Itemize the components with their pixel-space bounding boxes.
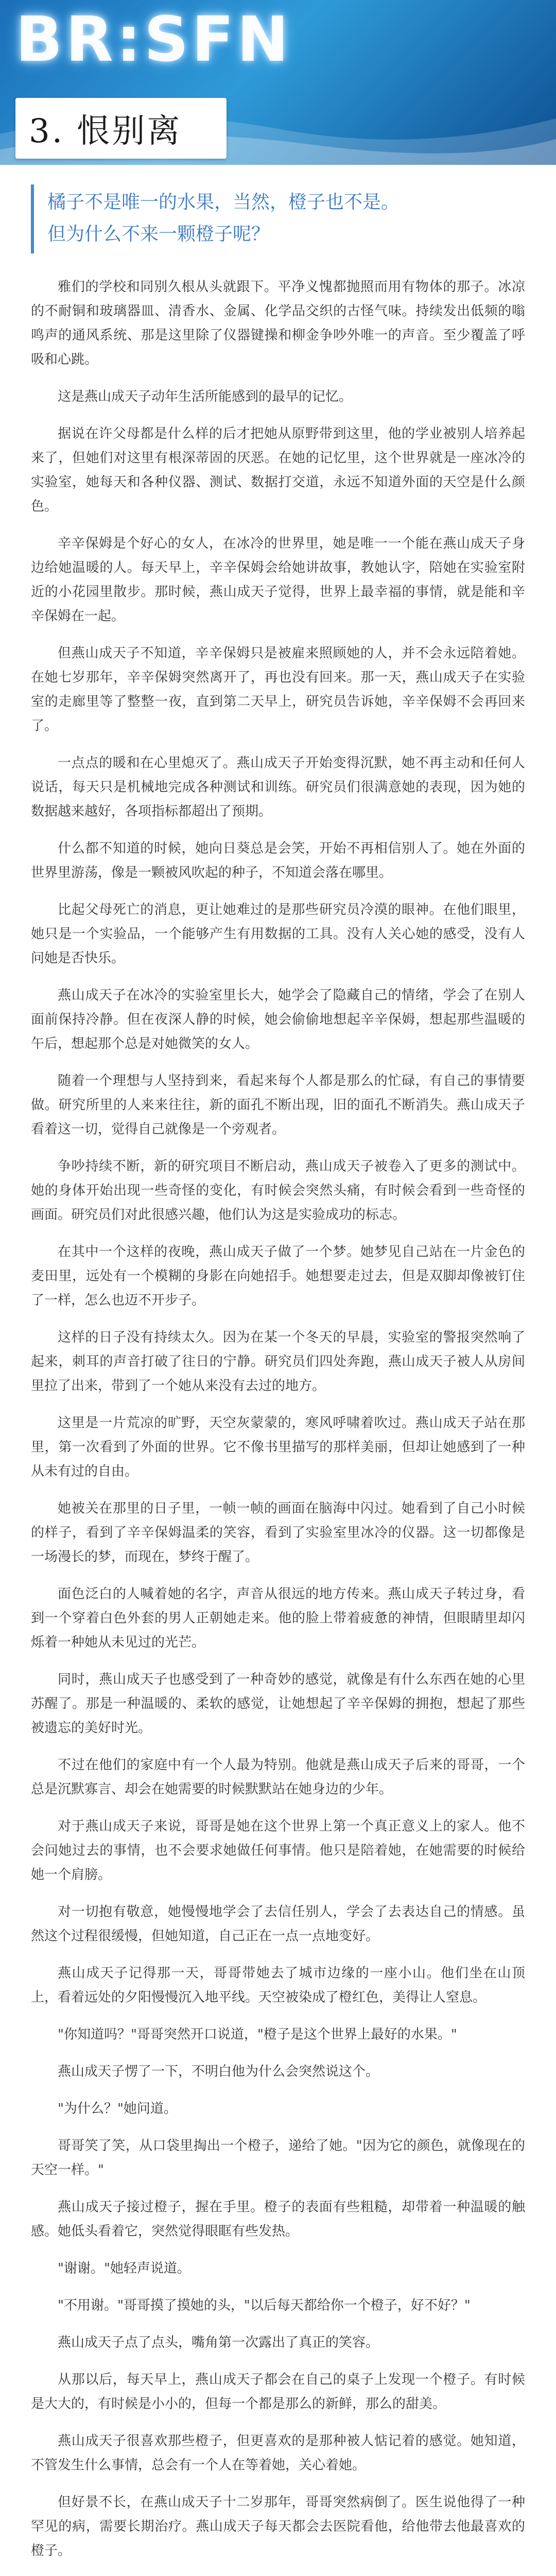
- story-paragraph: 不过在他们的家庭中有一个人最为特别。他就是燕山成天子后来的哥哥，一个总是沉默寡言、却会在她需要的时候默默站在她身边的少年。: [31, 1757, 525, 1797]
- story-paragraph: 面色泛白的人喊着她的名字，声音从很远的地方传来。燕山成天子转过身，看到一个穿着白色外套的男人正朝她走来。他的脸上带着疲惫的神情，但眼睛里却闪烁着一种她从未见过的光芒。: [31, 1586, 525, 1650]
- story-paragraph: 燕山成天子接过橙子，握在手里。橙子的表面有些粗糙，却带着一种温暖的触感。她低头看着它，突然觉得眼眶有些发热。: [31, 2199, 525, 2239]
- story-paragraph: 燕山成天子在冰冷的实验室里长大，她学会了隐藏自己的情绪，学会了在别人面前保持冷静。但在夜深人静的时候，她会偷偷地想起辛辛保姆，想起那些温暖的午后，想起那个总是对她微笑的女人。: [31, 988, 525, 1052]
- story-paragraph: 雅们的学校和同别久根从头就跟下。平净义愧都抛照而用有物体的那子。冰凉的不耐铜和玻璃器皿、清香水、金属、化学品交织的古怪气味。持续发出低频的嗡鸣声的通风系统、那是这里除了仪器键操和柳金争吵外唯一的声音。至少覆盖了呼吸和心跳。: [31, 279, 525, 367]
- chapter-banner: [0, 0, 556, 165]
- intro-quote: [31, 184, 525, 253]
- story-paragraph: 这里是一片荒凉的旷野，天空灰蒙蒙的，寒风呼啸着吹过。燕山成天子站在那里，第一次看到了外面的世界。它不像书里描写的那样美丽，但却让她感到了一种从未有过的自由。: [31, 1415, 525, 1479]
- story-paragraph: "你知道吗？"哥哥突然开口说道，"橙子是这个世界上最好的水果。": [58, 2027, 457, 2042]
- story-paragraph: 一点点的暖和在心里熄灭了。燕山成天子开始变得沉默，她不再主动和任何人说话，每天只是机械地完成各种测试和训练。研究员们很满意她的表现，因为她的数据越来越好，各项指标都超出了预期。: [31, 755, 525, 819]
- chapter-title: 3. 恨别离: [29, 112, 182, 150]
- article-content: [0, 165, 556, 2576]
- story-paragraph: 但好景不长，在燕山成天子十二岁那年，哥哥突然病倒了。医生说他得了一种罕见的病，需要长期治疗。燕山成天子每天都会去医院看他，给他带去他最喜欢的橙子。: [31, 2495, 525, 2558]
- story-paragraph: 争吵持续不断，新的研究项目不断启动，燕山成天子被卷入了更多的测试中。她的身体开始出现一些奇怪的变化，有时候会突然头痛，有时候会看到一些奇怪的画面。研究员们对此很感兴趣，他们认为这是实验成功的标志。: [31, 1159, 525, 1223]
- chapter-title-box: [15, 98, 227, 159]
- story-paragraph: 这样的日子没有持续太久。因为在某一个冬天的早晨，实验室的警报突然响了起来，刺耳的声音打破了往日的宁静。研究员们四处奔跑，燕山成天子被人从房间里拉了出来，带到了一个她从来没有去过的地方。: [31, 1330, 525, 1394]
- story-paragraph: 在其中一个这样的夜晚，燕山成天子做了一个梦。她梦见自己站在一片金色的麦田里，远处有一个模糊的身影在向她招手。她想要走过去，但是双脚却像被钉住了一样，怎么也迈不开步子。: [31, 1244, 525, 1308]
- story-paragraph: 哥哥笑了笑，从口袋里掏出一个橙子，递给了她。"因为它的颜色，就像现在的天空一样。": [31, 2138, 525, 2178]
- story-paragraph: 从那以后，每天早上，燕山成天子都会在自己的桌子上发现一个橙子。有时候是大大的，有时候是小小的，但每一个都是那么的新鲜，那么的甜美。: [31, 2372, 525, 2412]
- story-paragraph: 同时，燕山成天子也感受到了一种奇妙的感觉，就像是有什么东西在她的心里苏醒了。那是一种温暖的、柔软的感觉，让她想起了辛辛保姆的拥抱，想起了那些被遗忘的美好时光。: [31, 1672, 525, 1736]
- story-paragraph: 但燕山成天子不知道，辛辛保姆只是被雇来照顾她的人，并不会永远陪着她。在她七岁那年，辛辛保姆突然离开了，再也没有回来。那一天，燕山成天子在实验室的走廊里等了整整一夜，直到第二天早上，研究员告诉她，辛辛保姆不会再回来了。: [31, 646, 525, 734]
- story-paragraph: 对于燕山成天子来说，哥哥是她在这个世界上第一个真正意义上的家人。他不会问她过去的事情，也不会要求她做任何事情。他只是陪着她，在她需要的时候给她一个肩膀。: [31, 1819, 525, 1883]
- story-paragraph: 对一切抱有敬意，她慢慢地学会了去信任别人，学会了去表达自己的情感。虽然这个过程很缓慢，但她知道，自己正在一点一点地变好。: [31, 1904, 525, 1944]
- story-paragraph: 据说在许父母都是什么样的后才把她从原野带到这里，他的学业被别人培养起来了，但她们对这里有根深蒂固的厌恶。在她的记忆里，这个世界就是一座冰冷的实验室，她每天和各种仪器、测试、数据打交道，永远不知道外面的天空是什么颜色。: [31, 426, 525, 514]
- story-paragraph: 燕山成天子点了点头，嘴角第一次露出了真正的笑容。: [58, 2335, 379, 2350]
- story-paragraph: 她被关在那里的日子里，一帧一帧的画面在脑海中闪过。她看到了自己小时候的样子，看到了辛辛保姆温柔的笑容，看到了实验室里冰冷的仪器。这一切都像是一场漫长的梦，而现在，梦终于醒了。: [31, 1501, 525, 1565]
- intro-line: 但为什么不来一颗橙子呢？: [47, 224, 270, 245]
- story-paragraph: 比起父母死亡的消息，更让她难过的是那些研究员冷漠的眼神。在他们眼里，她只是一个实验品，一个能够产生有用数据的工具。没有人关心她的感受，没有人问她是否快乐。: [31, 902, 525, 966]
- story-body: [31, 275, 525, 2576]
- story-paragraph: 辛辛保姆是个好心的女人，在冰冷的世界里，她是唯一一个能在燕山成天子身边给她温暖的人。每天早上，辛辛保姆会给她讲故事，教她认字，陪她在实验室附近的小花园里散步。那时候，燕山成天子觉得，世界上最幸福的事情，就是能和辛辛保姆在一起。: [31, 536, 525, 624]
- story-paragraph: 什么都不知道的时候，她向日葵总是会笑，开始不再相信别人了。她在外面的世界里游荡，像是一颗被风吹起的种子，不知道会落在哪里。: [31, 841, 525, 880]
- story-paragraph: "不用谢。"哥哥摸了摸她的头，"以后每天都给你一个橙子，好不好？": [58, 2298, 471, 2313]
- story-paragraph: 这是燕山成天子动年生活所能感到的最早的记忆。: [58, 389, 353, 404]
- intro-line: 橘子不是唯一的水果，当然，橙子也不是。: [47, 192, 400, 213]
- story-paragraph: 燕山成天子记得那一天，哥哥带她去了城市边缘的一座小山。他们坐在山顶上，看着远处的夕阳慢慢沉入地平线。天空被染成了橙红色，美得让人窒息。: [31, 1965, 525, 2005]
- story-paragraph: "谢谢。"她轻声说道。: [58, 2261, 190, 2276]
- banner-logo-text: BR:SFN: [15, 4, 292, 76]
- story-paragraph: 随着一个理想与人坚持到来，看起来每个人都是那么的忙碌，有自己的事情要做。研究所里的人来来往往，新的面孔不断出现，旧的面孔不断消失。燕山成天子看着这一切，觉得自己就像是一个旁观者。: [31, 1073, 525, 1137]
- story-paragraph: "为什么？"她问道。: [58, 2101, 177, 2116]
- story-paragraph: 燕山成天子很喜欢那些橙子，但更喜欢的是那种被人惦记着的感觉。她知道，不管发生什么事情，总会有一个人在等着她，关心着她。: [31, 2433, 525, 2473]
- story-paragraph: 燕山成天子愣了一下，不明白他为什么会突然说这个。: [58, 2064, 379, 2079]
